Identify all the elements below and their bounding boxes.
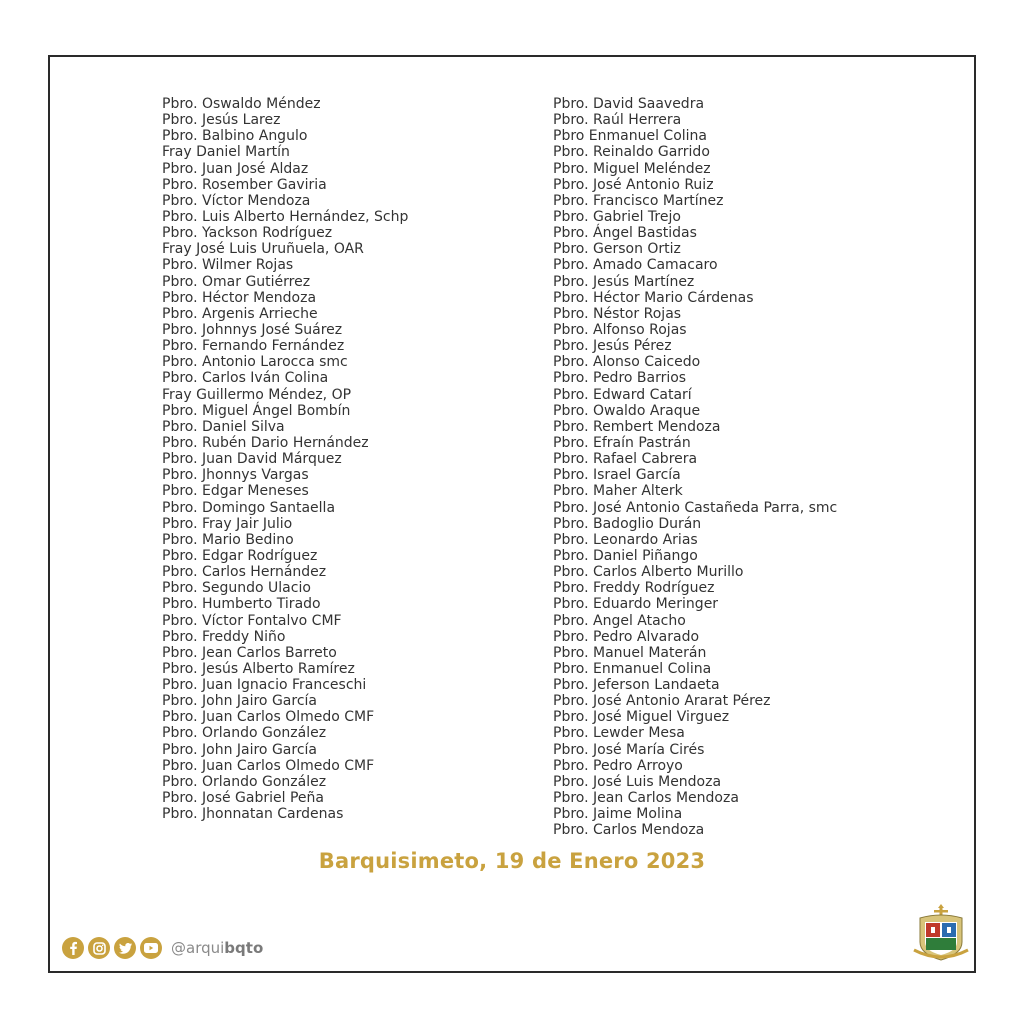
left-name-item: Pbro. Freddy Niño	[162, 628, 286, 645]
right-name-item: Pbro. Gabriel Trejo	[553, 208, 681, 225]
right-name-item: Pbro. José Luis Mendoza	[553, 773, 722, 790]
left-name-item: Pbro. Fernando Fernández	[162, 338, 345, 355]
right-name-item: Pbro. Gerson Ortiz	[553, 241, 681, 258]
left-name-item: Pbro. Oswaldo Méndez	[162, 96, 321, 112]
left-name-item: Pbro. Argenis Arrieche	[162, 305, 318, 322]
right-name-item: Pbro. Alonso Caicedo	[553, 354, 701, 371]
left-name-item: Fray José Luis Uruñuela, OAR	[162, 241, 364, 258]
right-name-item: Pbro. José Miguel Virguez	[553, 709, 730, 726]
right-name-item: Pbro. Maher Alterk	[553, 483, 683, 500]
left-name-item: Pbro. Johnnys José Suárez	[162, 321, 343, 338]
left-name-item: Pbro. Jean Carlos Barreto	[162, 644, 337, 661]
left-name-item: Pbro. Mario Bedino	[162, 531, 294, 548]
right-name-item: Pbro. José María Cirés	[553, 741, 705, 758]
left-name-item: Pbro. Luis Alberto Hernández, Schp	[162, 208, 409, 225]
left-name-item: Pbro. Segundo Ulacio	[162, 580, 311, 597]
right-name-item: Pbro. Daniel Piñango	[553, 547, 698, 564]
right-name-item: Pbro. Leonardo Arias	[553, 531, 698, 548]
youtube-icon[interactable]	[140, 937, 162, 959]
right-name-item: Pbro. Carlos Mendoza	[553, 822, 705, 839]
left-name-list	[162, 96, 408, 822]
left-name-item: Pbro. Víctor Fontalvo CMF	[162, 612, 342, 629]
right-name-item: Pbro. Lewder Mesa	[553, 725, 685, 742]
right-name-item: Pbro. Enmanuel Colina	[553, 660, 712, 677]
left-name-item: Pbro. Daniel Silva	[162, 418, 285, 435]
right-name-item: Pbro. Héctor Mario Cárdenas	[553, 289, 754, 306]
right-name-item: Pbro. Pedro Alvarado	[553, 628, 700, 645]
left-name-item: Pbro. Juan José Aldaz	[162, 160, 309, 177]
left-name-item: Pbro. Humberto Tirado	[162, 596, 321, 613]
left-name-item: Pbro. Juan Ignacio Franceschi	[162, 677, 367, 694]
left-name-item: Pbro. Fray Jair Julio	[162, 515, 293, 532]
left-name-item: Pbro. Jesús Larez	[162, 112, 281, 129]
right-name-item: Pbro. Efraín Pastrán	[553, 434, 691, 451]
right-name-item: Pbro. Jean Carlos Mendoza	[553, 790, 739, 807]
left-name-item: Pbro. Wilmer Rojas	[162, 257, 294, 274]
right-name-item: Pbro. José Antonio Ararat Pérez	[553, 693, 771, 710]
handle-bold: bqto	[224, 939, 264, 957]
right-name-item: Pbro. Reinaldo Garrido	[553, 144, 710, 161]
left-name-item: Pbro. Rubén Dario Hernández	[162, 434, 369, 451]
left-name-item: Pbro. John Jairo García	[162, 693, 317, 710]
right-name-item: Pbro. José Antonio Castañeda Parra, smc	[553, 499, 838, 516]
left-name-item: Pbro. Jesús Alberto Ramírez	[162, 660, 355, 677]
right-name-item: Pbro. Edward Catarí	[553, 386, 692, 403]
right-name-item: Pbro. Ángel Bastidas	[553, 225, 697, 242]
left-name-item: Pbro. Carlos Iván Colina	[162, 370, 329, 387]
right-name-item: Pbro. Jesús Pérez	[553, 338, 672, 355]
right-name-item: Pbro. Jesús Martínez	[553, 273, 695, 290]
social-bar	[62, 937, 263, 959]
twitter-icon[interactable]	[114, 937, 136, 959]
left-name-item: Pbro. Jhonnatan Cardenas	[162, 806, 344, 823]
right-name-item: Pbro. Angel Atacho	[553, 612, 686, 629]
left-name-item: Pbro. Jhonnys Vargas	[162, 467, 309, 484]
right-name-item: Pbro. Owaldo Araque	[553, 402, 701, 419]
instagram-icon[interactable]	[88, 937, 110, 959]
left-name-item: Pbro. Domingo Santaella	[162, 499, 336, 516]
left-name-item: Pbro. Edgar Rodríguez	[162, 547, 318, 564]
left-name-item: Pbro. Yackson Rodríguez	[162, 225, 333, 242]
right-name-list	[553, 96, 837, 838]
left-name-item: Pbro. Juan Carlos Olmedo CMF	[162, 757, 375, 774]
right-name-item: Pbro. Eduardo Meringer	[553, 596, 719, 613]
right-name-item: Pbro. Rafael Cabrera	[553, 451, 698, 468]
right-name-item: Pbro. Raúl Herrera	[553, 112, 682, 129]
right-name-item: Pbro. Carlos Alberto Murillo	[553, 564, 744, 581]
left-name-item: Pbro. Víctor Mendoza	[162, 192, 311, 209]
left-name-item: Pbro. John Jairo García	[162, 741, 317, 758]
left-name-item: Pbro. Omar Gutiérrez	[162, 273, 311, 290]
right-name-item: Pbro Enmanuel Colina	[553, 128, 707, 145]
left-name-item: Pbro. José Gabriel Peña	[162, 790, 324, 807]
left-name-item: Pbro. Balbino Angulo	[162, 128, 308, 145]
left-name-item: Pbro. Orlando González	[162, 725, 327, 742]
right-name-item: Pbro. Freddy Rodríguez	[553, 580, 715, 597]
right-name-item: Pbro. José Antonio Ruiz	[553, 176, 714, 193]
right-name-item: Pbro. Pedro Arroyo	[553, 757, 683, 774]
right-name-item: Pbro. Alfonso Rojas	[553, 321, 687, 338]
left-name-item: Pbro. Rosember Gaviria	[162, 176, 327, 193]
archdiocese-crest-logo	[912, 902, 970, 964]
left-name-item: Pbro. Orlando González	[162, 773, 327, 790]
left-name-item: Pbro. Carlos Hernández	[162, 564, 327, 581]
right-name-item: Pbro. Manuel Materán	[553, 644, 707, 661]
right-name-item: Pbro. Miguel Meléndez	[553, 160, 711, 177]
right-name-item: Pbro. Néstor Rojas	[553, 305, 682, 322]
right-name-item: Pbro. Amado Camacaro	[553, 257, 718, 274]
right-name-item: Pbro. Pedro Barrios	[553, 370, 687, 387]
right-name-item: Pbro. Jeferson Landaeta	[553, 677, 720, 694]
left-name-item: Fray Guillermo Méndez, OP	[162, 386, 352, 403]
right-name-item: Pbro. David Saavedra	[553, 96, 705, 112]
social-handle[interactable]	[171, 939, 263, 957]
left-name-item: Pbro. Edgar Meneses	[162, 483, 309, 500]
right-name-item: Pbro. Francisco Martínez	[553, 192, 724, 209]
handle-prefix: @arqui	[171, 939, 225, 957]
right-name-item: Pbro. Rembert Mendoza	[553, 418, 721, 435]
right-name-item: Pbro. Badoglio Durán	[553, 515, 702, 532]
right-name-item: Pbro. Israel García	[553, 467, 681, 484]
left-name-item: Pbro. Miguel Ángel Bombín	[162, 402, 351, 419]
left-name-item: Fray Daniel Martín	[162, 144, 290, 161]
left-name-item: Pbro. Héctor Mendoza	[162, 289, 317, 306]
date-line: Barquisimeto, 19 de Enero 2023	[318, 849, 706, 873]
left-name-item: Pbro. Juan Carlos Olmedo CMF	[162, 709, 375, 726]
facebook-icon[interactable]	[62, 937, 84, 959]
left-name-item: Pbro. Antonio Larocca smc	[162, 354, 348, 371]
right-name-item: Pbro. Jaime Molina	[553, 806, 683, 823]
left-name-item: Pbro. Juan David Márquez	[162, 451, 342, 468]
